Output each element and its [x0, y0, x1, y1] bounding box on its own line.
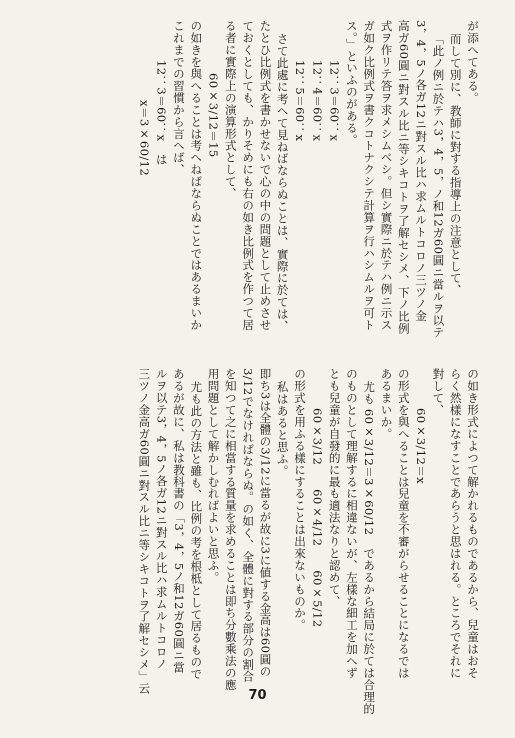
text-column: 60×3/12 60×4/12 60×5/12: [310, 408, 325, 628]
text-column: 60×3/12＝x: [414, 408, 429, 485]
text-column: の如き形式によつて解かれるものであるから、兒童はおそ: [466, 368, 480, 679]
text-column: とも兒童が自發的に最も適法なりと認めて、: [327, 368, 342, 607]
text-column: これまでの習慣から言へば、: [171, 20, 186, 176]
text-column: x＝3×60/12: [137, 100, 152, 177]
text-column: る者に實際上の演算形式として、: [223, 20, 238, 200]
text-column: 尤も此の方法と雖も、比例の考を根柢として居るもので: [189, 381, 204, 681]
text-column: 尤も 60×3/12＝3×60/12 であるから結局に於ては合理的: [362, 381, 377, 715]
text-column: 60×3/12＝15: [206, 73, 221, 158]
text-column: を知つて之に相當する質量を求めることは即ち分數乘法の應: [223, 368, 238, 691]
text-column: の如きを與へることは考へねばならぬことではあるまいか: [189, 20, 204, 331]
text-column: 而して別に、教師に對する指導上の注意として、: [448, 33, 463, 297]
text-column: 用問題として解かしむればよいと思ふ。: [206, 368, 221, 584]
text-column: ておくとしても、かりそめにも右の如き比例式を作つて居: [241, 20, 256, 331]
text-column: 3/12でなければならぬ。の如く、全體に對する部分の割合: [241, 368, 256, 683]
text-column: 12：4＝60：x: [310, 60, 325, 142]
text-column: らく然樣になすことであらうと思はれる。ところでそれに: [448, 368, 463, 679]
text-column: の形式を與へることは兒童を不審がらせることになるでは: [396, 368, 411, 679]
text-column: ルヲ以テ3，4，5ノ各ガ12ニ對スル比ハ求ムルトコロノ: [154, 368, 169, 670]
text-column: 「此ノ例ニ於テハ3，4，5，ノ和12ガ60圓ニ當ルヲ以テ: [431, 33, 446, 339]
text-column: さて此處に考へて見ねばならぬことは、實際に於ては、: [275, 33, 290, 333]
text-column: 三ツノ金高ガ60圓ニ對スル比ニ等シキコトヲ了解セシメ」云: [137, 368, 152, 695]
text-column: 對して、: [431, 368, 446, 416]
text-column: 即ち3は全體の3/12に當るが故に3に値する金高は60圓の: [258, 368, 273, 678]
text-column: が添へてある。: [466, 20, 480, 104]
text-column: のものとして理解するに相違ないが、左樣な細工を加へず: [344, 368, 359, 679]
upper-text-block: [135, 20, 481, 339]
text-column: たとひ比例式を書かせないで心の中の問題として止めさせ: [258, 20, 273, 331]
text-column: あるまいか。: [379, 368, 394, 440]
text-column: 12：3＝60：x は: [154, 60, 169, 166]
text-column: 12：5＝60：x: [293, 60, 308, 142]
text-column: 高ガ60圓ニ對スル比ニ等シキコトヲ了解セシメ、下ノ比例: [396, 20, 411, 335]
text-column: ガ如ク比例式ヲ書クコトナクシテ計算ヲ行ハシムルヲ可ト: [362, 20, 377, 331]
page-number: 70: [248, 688, 267, 703]
text-column: あるが故に、私は教科書の「3，4，5ノ和12ガ60圓ニ當: [171, 368, 186, 674]
text-column: の形式を用ふる樣にすることは出來ないものか。: [293, 368, 308, 631]
text-column: ス。」といふのがある。: [344, 20, 359, 146]
text-column: 12：3＝60：x: [327, 60, 342, 142]
text-column: 私はあると思ふ。: [275, 381, 290, 477]
text-column: 式ヲ作リテ答ヲ求メシムベシ。但シ實際ニ於テハ例ニ示ス: [379, 20, 394, 331]
text-column: 3，4，5ノ各ガ12ニ對スル比ハ求ムルトコロノ三ツノ金: [414, 20, 429, 322]
